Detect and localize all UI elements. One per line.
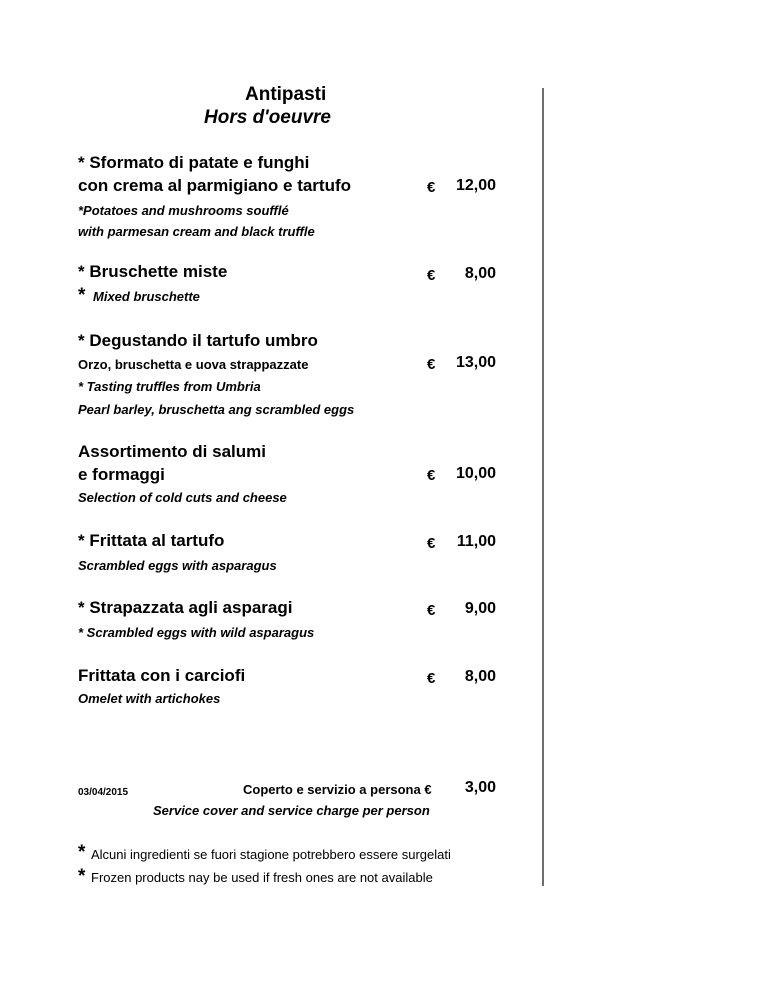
item-4-name-line2: e formaggi xyxy=(78,465,165,484)
item-5-translation: Scrambled eggs with asparagus xyxy=(78,558,277,573)
item-7-price: 8,00 xyxy=(464,668,496,685)
item-3-detail: Orzo, bruschetta e uova strappazzate xyxy=(78,357,309,372)
vertical-divider-line xyxy=(542,88,544,886)
item-1-currency: € xyxy=(427,179,436,196)
item-1-translation-line1: *Potatoes and mushrooms soufflé xyxy=(78,203,289,218)
item-2-price: 8,00 xyxy=(464,265,496,282)
item-7-translation: Omelet with artichokes xyxy=(78,691,221,706)
menu-subtitle: Hors d'oeuvre xyxy=(204,107,331,128)
cover-charge-price: 3,00 xyxy=(464,779,496,796)
item-6-translation: * Scrambled eggs with wild asparagus xyxy=(78,625,315,640)
item-6-name: * Strapazzata agli asparagi xyxy=(78,598,293,617)
item-2-name: * Bruschette miste xyxy=(78,262,228,281)
note-2-text: Frozen products nay be used if fresh ones are not available xyxy=(91,870,433,885)
item-6-price: 9,00 xyxy=(464,600,496,617)
item-3-translation-line2: Pearl barley, bruschetta ang scrambled eggs xyxy=(78,402,355,417)
item-4-currency: € xyxy=(427,467,436,484)
item-6-currency: € xyxy=(427,602,436,619)
item-3-currency: € xyxy=(427,356,436,373)
item-3-price: 13,00 xyxy=(455,354,496,371)
item-2-currency: € xyxy=(427,267,436,284)
item-2-translation: Mixed bruschette xyxy=(93,289,200,304)
item-1-name-line2: con crema al parmigiano e tartufo xyxy=(78,176,352,195)
item-5-price: 11,00 xyxy=(456,533,496,550)
item-4-translation: Selection of cold cuts and cheese xyxy=(78,490,287,505)
cover-charge-label: Coperto e servizio a persona € xyxy=(243,782,432,797)
item-3-translation-line1: * Tasting truffles from Umbria xyxy=(78,379,261,394)
cover-charge-translation: Service cover and service charge per person xyxy=(153,803,430,818)
menu-title: Antipasti xyxy=(245,84,327,105)
item-2-translation-star: * xyxy=(78,285,86,306)
menu-date: 03/04/2015 xyxy=(78,787,129,798)
item-5-currency: € xyxy=(427,535,436,552)
item-1-price: 12,00 xyxy=(455,177,496,194)
item-1-name-line1: * Sformato di patate e funghi xyxy=(78,153,310,172)
note-1-star: * xyxy=(78,842,86,863)
item-4-price: 10,00 xyxy=(455,465,496,482)
note-1-text: Alcuni ingredienti se fuori stagione potrebbero essere surgelati xyxy=(91,847,451,862)
item-4-name-line1: Assortimento di salumi xyxy=(78,442,266,461)
note-2-star: * xyxy=(78,866,86,887)
item-7-name: Frittata con i carciofi xyxy=(78,666,246,685)
item-5-name: * Frittata al tartufo xyxy=(78,531,225,550)
item-7-currency: € xyxy=(427,670,436,687)
item-3-name: * Degustando il tartufo umbro xyxy=(78,331,318,350)
item-1-translation-line2: with parmesan cream and black truffle xyxy=(78,224,315,239)
